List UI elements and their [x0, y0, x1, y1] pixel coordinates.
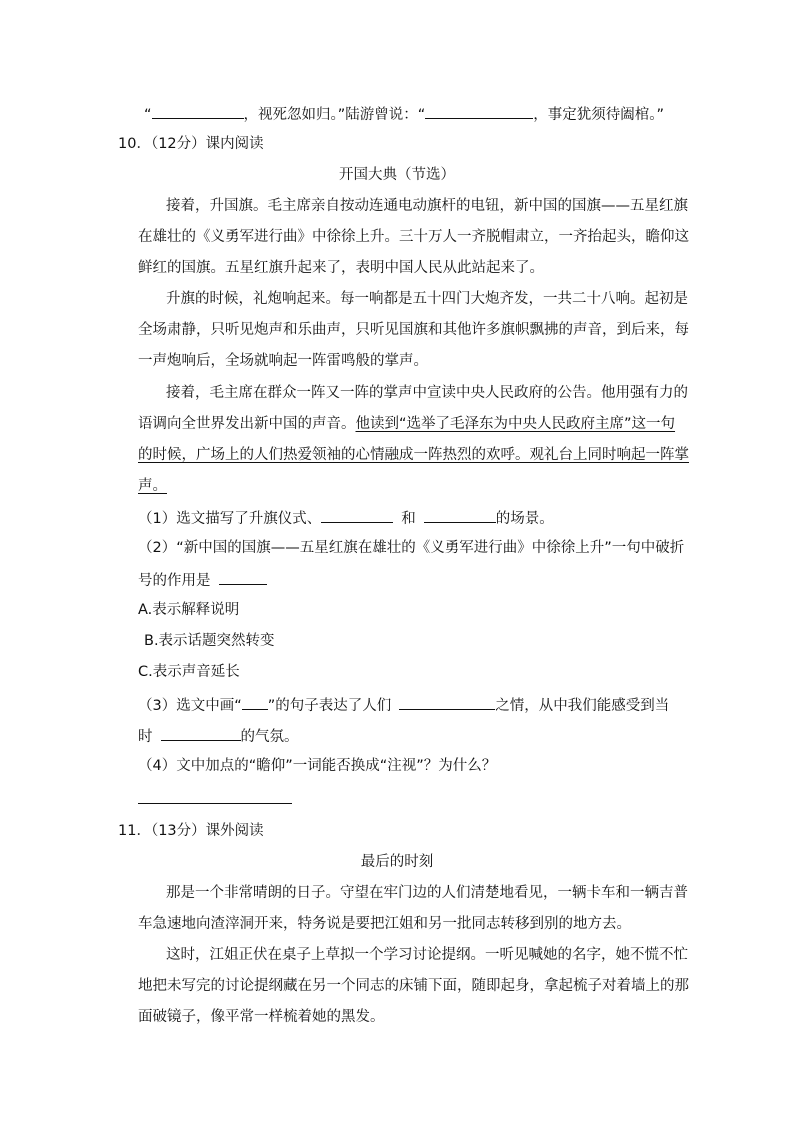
- q9-text-1: “: [144, 107, 152, 123]
- q10-sq3-text-b: ”的句子表达了人们: [267, 698, 392, 714]
- q9-text-3: ，事定犹须待阖棺。”: [533, 107, 665, 123]
- q10-sq3-line2: [138, 725, 299, 747]
- q9-blank-2[interactable]: [425, 103, 533, 119]
- q10-p3-line1: 接着，毛主席在群众一阵又一阵的掌声中宣读中央人民政府的公告。他用强有力的: [166, 385, 688, 401]
- q10-sq2-blank[interactable]: [219, 569, 267, 585]
- q10-p3-line2: [138, 414, 675, 434]
- q10-sq2-line1: （2）“新中国的国旗——五星红旗在雄壮的《义勇军进行曲》中徐徐上升”一句中破折: [138, 540, 685, 556]
- q10-p2-line1: 升旗的时候，礼炮响起来。每一响都是五十四门大炮齐发，一共二十八响。起初是: [166, 291, 688, 307]
- q10-sq1-text-b: 和: [401, 511, 416, 527]
- q10-sq3-blank-1[interactable]: [399, 694, 495, 710]
- q10-option-a[interactable]: A.表示解释说明: [138, 602, 240, 618]
- q11-p1-line2: 车急速地向渣滓洞开来，特务说是要把江姐和另一批同志转移到别的地方去。: [138, 916, 631, 932]
- q10-p2-line3: 一声炮响后，全场就响起一阵雷鸣般的掌声。: [138, 353, 428, 369]
- q10-sq3-text-a: （3）选文中画“: [138, 698, 242, 714]
- q11-header: 11．（13分）课外阅读: [118, 823, 264, 839]
- q10-sq1-text-c: 的场景。: [495, 511, 554, 527]
- q11-p1-line1: 那是一个非常晴朗的日子。守望在牢门边的人们清楚地看见，一辆卡车和一辆吉普: [166, 885, 688, 901]
- q10-p3-underlined-2: 的时候，广场上的人们热爱领袖的心情融成一阵热烈的欢呼。观礼台上同时响起一阵掌: [138, 447, 689, 463]
- q10-header: 10．（12分）课内阅读: [118, 136, 264, 152]
- q10-p1-line3: 鲜红的国旗。五星红旗升起来了，表明中国人民从此站起来了。: [138, 260, 544, 276]
- q10-p3-underlined-1: 他读到“选举了毛泽东为中央人民政府主席”这一句: [355, 416, 676, 432]
- q10-option-b[interactable]: B.表示话题突然转变: [144, 633, 275, 649]
- q10-sq2-line2: [138, 569, 267, 591]
- q10-sq3-text-d: 时: [138, 729, 153, 745]
- q10-p3-line2-plain: 语调向全世界发出新中国的声音。: [138, 416, 356, 432]
- q10-p1-line1: 接着，升国旗。毛主席亲自按动连通电动旗杆的电钮，新中国的国旗——五星红旗: [166, 198, 688, 214]
- q10-sq4-answer-line[interactable]: [138, 803, 292, 804]
- q11-p2-line2: 地把未写完的讨论提纲藏在另一个同志的床铺下面，随即起身，拿起梳子对着墙上的那: [138, 978, 689, 994]
- q11-title: 最后的时刻: [360, 854, 434, 870]
- q10-sq1-blank-2[interactable]: [424, 507, 496, 523]
- q10-p2-line2: 全场肃静，只听见炮声和乐曲声，只听见国旗和其他许多旗帜飘拂的声音，到后来，每: [138, 322, 689, 338]
- q10-title: 开国大典（节选）: [339, 167, 455, 183]
- q9-text-2: ，视死忽如归。”陆游曾说：“: [243, 107, 426, 123]
- q10-sq1-text-a: （1）选文描写了升旗仪式、: [138, 511, 322, 527]
- q10-option-c[interactable]: C.表示声音延长: [138, 664, 240, 680]
- q10-sq3-text-c: 之情，从中我们能感受到当: [495, 698, 670, 714]
- q11-p2-line3: 面破镜子，像平常一样梳着她的黑发。: [138, 1009, 385, 1025]
- q10-sq1-blank-1[interactable]: [321, 507, 393, 523]
- q10-p3-underlined-3: 声。: [138, 478, 167, 494]
- q9-fill-line: [144, 103, 664, 125]
- q9-blank-1[interactable]: [152, 103, 244, 119]
- q10-sq1: [138, 507, 554, 529]
- q11-p2-line1: 这时，江姐正伏在桌子上草拟一个学习讨论提纲。一听见喊她的名字，她不慌不忙: [166, 947, 688, 963]
- q10-sq3-text-e: 的气氛。: [240, 729, 299, 745]
- q10-sq3-blank-2[interactable]: [161, 725, 241, 741]
- q10-sq4: （4）文中加点的“瞻仰”一词能否换成“注视”？为什么？: [138, 758, 497, 774]
- q10-sq2-text: 号的作用是: [138, 573, 211, 589]
- q10-p1-line2: 在雄壮的《义勇军进行曲》中徐徐上升。三十万人一齐脱帽肃立，一齐抬起头，瞻仰这: [138, 229, 689, 245]
- q10-sq3-mark-blank: [242, 694, 268, 710]
- q10-sq3-line1: [138, 694, 669, 716]
